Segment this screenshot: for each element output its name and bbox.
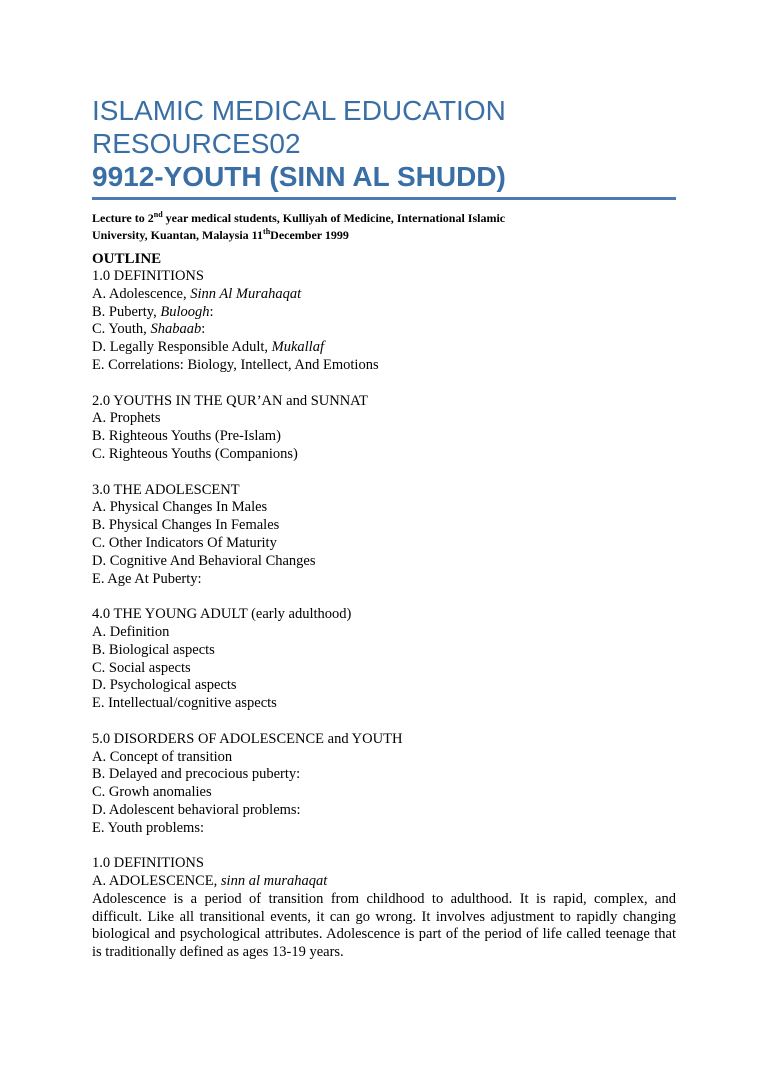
ordinal-superscript: th bbox=[263, 227, 271, 236]
outline-item bbox=[92, 820, 676, 838]
lecture-text: year medical students, Kulliyah of Medicine, International Islamic bbox=[162, 211, 506, 225]
outline-item bbox=[92, 802, 676, 820]
outline-item-text: D. Psychological aspects bbox=[92, 677, 237, 694]
title-underline bbox=[92, 197, 676, 200]
outline-item-text: E. Correlations: Biology, Intellect, And Emotions bbox=[92, 356, 379, 373]
outline-item bbox=[92, 517, 676, 535]
outline-item-text: A. Physical Changes In Males bbox=[92, 499, 268, 516]
outline-item-text: E. Youth problems: bbox=[92, 819, 204, 836]
outline-item-text: A. Definition bbox=[92, 623, 170, 640]
document-page bbox=[92, 94, 676, 962]
outline-item bbox=[92, 677, 676, 695]
outline-item-text: B. Righteous Youths (Pre-Islam) bbox=[92, 428, 281, 445]
lecture-line-2 bbox=[92, 227, 676, 244]
section-spacer bbox=[92, 713, 676, 731]
outline-item-text: C. Social aspects bbox=[92, 659, 191, 676]
outline-item bbox=[92, 321, 676, 339]
series-title bbox=[92, 94, 676, 160]
lecture-text: University, Kuantan, Malaysia 11 bbox=[92, 228, 264, 242]
outline-section-title: 5.0 DISORDERS OF ADOLESCENCE and YOUTH bbox=[92, 730, 403, 747]
outline-item bbox=[92, 428, 676, 446]
outline-item-text: A. Adolescence, bbox=[92, 285, 191, 302]
outline-item-text: D. Cognitive And Behavioral Changes bbox=[92, 552, 316, 569]
outline-item bbox=[92, 784, 676, 802]
outline-item bbox=[92, 446, 676, 464]
series-title-line-2: RESOURCES02 bbox=[92, 128, 301, 159]
outline-item-text: C. Righteous Youths (Companions) bbox=[92, 445, 298, 462]
outline-item-text: D. Legally Responsible Adult, bbox=[92, 339, 272, 356]
outline-item-suffix: : bbox=[201, 321, 206, 338]
outline-item-term: Shabaab bbox=[150, 321, 202, 338]
series-title-line-1: ISLAMIC MEDICAL EDUCATION bbox=[92, 95, 506, 126]
outline-item-text: C. Other Indicators Of Maturity bbox=[92, 534, 277, 551]
outline-item-text: A. Concept of transition bbox=[92, 748, 233, 765]
outline-section-title: 4.0 THE YOUNG ADULT (early adulthood) bbox=[92, 606, 352, 623]
lecture-info bbox=[92, 210, 676, 244]
spacer bbox=[92, 838, 676, 856]
outline-item-text: B. Physical Changes In Females bbox=[92, 517, 280, 534]
outline-item-text: B. Puberty, bbox=[92, 303, 161, 320]
outline-item-suffix: : bbox=[209, 303, 214, 320]
outline-item-text: C. Youth, bbox=[92, 321, 151, 338]
lecture-line-1 bbox=[92, 210, 676, 227]
ordinal-superscript: nd bbox=[153, 210, 163, 219]
section-spacer bbox=[92, 464, 676, 482]
lecture-text: Lecture to 2 bbox=[92, 211, 154, 225]
outline-item bbox=[92, 642, 676, 660]
outline-item bbox=[92, 660, 676, 678]
outline-item-text: E. Age At Puberty: bbox=[92, 570, 202, 587]
outline-item bbox=[92, 535, 676, 553]
definitions-section bbox=[92, 855, 676, 962]
section-spacer bbox=[92, 375, 676, 393]
outline-list bbox=[92, 268, 676, 838]
document-title: 9912-YOUTH (SINN AL SHUDD) bbox=[92, 161, 506, 192]
outline-item bbox=[92, 357, 676, 375]
outline-item-text: B. Delayed and precocious puberty: bbox=[92, 766, 301, 783]
outline-item-text: D. Adolescent behavioral problems: bbox=[92, 801, 301, 818]
subsection-title-italic: sinn al murahaqat bbox=[220, 873, 328, 890]
outline-item bbox=[92, 695, 676, 713]
outline-item-term: Mukallaf bbox=[271, 339, 324, 356]
outline-heading: OUTLINE bbox=[92, 251, 162, 267]
outline-item bbox=[92, 410, 676, 428]
outline-section-title: 1.0 DEFINITIONS bbox=[92, 268, 204, 284]
outline-item-text: B. Biological aspects bbox=[92, 641, 215, 658]
outline-item bbox=[92, 571, 676, 589]
section-title: 1.0 DEFINITIONS bbox=[92, 855, 204, 872]
adolescence-paragraph: Adolescence is a period of transition from childhood to adulthood. It is rapid, complex, and difficult. Like all transitional events, it can go wrong. It involves adjustment to rapidly changing biological and psychological attributes. Adolescence is part of the period of life called teenage that is traditionally defined as ages 13-19 years. bbox=[92, 890, 676, 961]
outline-item-text: C. Growh anomalies bbox=[92, 784, 212, 801]
outline-item-term: Sinn Al Murahaqat bbox=[190, 285, 302, 302]
lecture-text: December 1999 bbox=[270, 228, 349, 242]
outline-item bbox=[92, 553, 676, 571]
outline-section-title: 3.0 THE ADOLESCENT bbox=[92, 481, 240, 498]
outline-item bbox=[92, 766, 676, 784]
outline-item bbox=[92, 304, 676, 322]
subsection-title bbox=[92, 873, 676, 891]
outline-item bbox=[92, 749, 676, 767]
outline-item bbox=[92, 499, 676, 517]
outline-item-text: A. Prophets bbox=[92, 410, 161, 427]
outline-item bbox=[92, 624, 676, 642]
outline-section-title: 2.0 YOUTHS IN THE QUR’AN and SUNNAT bbox=[92, 392, 368, 409]
subsection-title-text: A. ADOLESCENCE, bbox=[92, 873, 221, 890]
outline-item bbox=[92, 286, 676, 304]
outline-item bbox=[92, 339, 676, 357]
outline-item-text: E. Intellectual/cognitive aspects bbox=[92, 695, 277, 712]
section-spacer bbox=[92, 588, 676, 606]
outline-item-term: Buloogh bbox=[160, 303, 210, 320]
